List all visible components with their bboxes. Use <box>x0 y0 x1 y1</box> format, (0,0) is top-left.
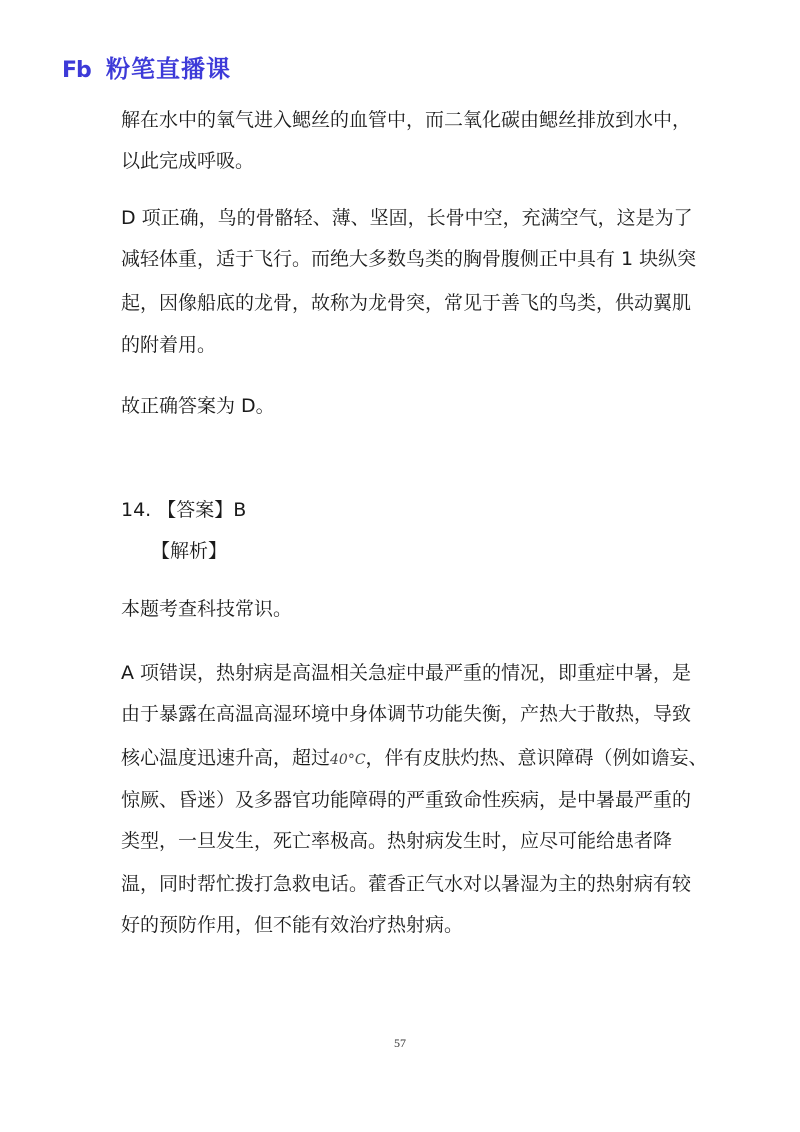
brand-title: 粉笔直播课 <box>106 55 231 83</box>
text-segment: ，伴有皮肤灼热、意识障碍（例如谵妄、 <box>365 747 708 769</box>
text-line: A 项错误，热射病是高温相关急症中最严重的情况，即重症中暑，是 <box>121 662 692 684</box>
text-line: 类型，一旦发生，死亡率极高。热射病发生时，应尽可能给患者降 <box>121 830 673 852</box>
svg-text:Fb: Fb <box>62 58 91 81</box>
text-line: 以此完成呼吸。 <box>121 150 255 172</box>
fenbi-logo-icon <box>62 57 100 81</box>
text-line: 本题考查科技常识。 <box>121 598 293 620</box>
text-line: 故正确答案为 D。 <box>121 395 275 417</box>
text-line: 由于暴露在高温高湿环境中身体调节功能失衡，产热大于散热，导致 <box>121 703 692 725</box>
text-line: 的附着用。 <box>121 334 217 356</box>
text-line: 解在水中的氧气进入鳃丝的血管中，而二氧化碳由鳃丝排放到水中， <box>121 109 692 131</box>
temperature-formula: 40°C <box>330 752 366 768</box>
text-segment: 核心温度迅速升高，超过 <box>121 747 331 769</box>
text-line: 温，同时帮忙拨打急救电话。藿香正气水对以暑湿为主的热射病有较 <box>121 873 692 895</box>
text-line: D 项正确，鸟的骨骼轻、薄、坚固，长骨中空，充满空气，这是为了 <box>121 207 693 229</box>
text-line: 减轻体重，适于飞行。而绝大多数鸟类的胸骨腹侧正中具有 1 块纵突 <box>121 248 697 270</box>
text-line: 好的预防作用，但不能有效治疗热射病。 <box>121 914 464 936</box>
page-number: 57 <box>394 1036 406 1050</box>
analysis-heading: 【解析】 <box>151 540 228 562</box>
text-line: 起，因像船底的龙骨，故称为龙骨突，常见于善飞的鸟类，供动翼肌 <box>121 292 692 314</box>
text-line <box>121 745 708 773</box>
answer-heading: 14. 【答案】B <box>121 499 247 521</box>
page-header <box>62 54 231 84</box>
text-line: 惊厥、昏迷）及多器官功能障碍的严重致命性疾病，是中暑最严重的 <box>121 789 692 811</box>
